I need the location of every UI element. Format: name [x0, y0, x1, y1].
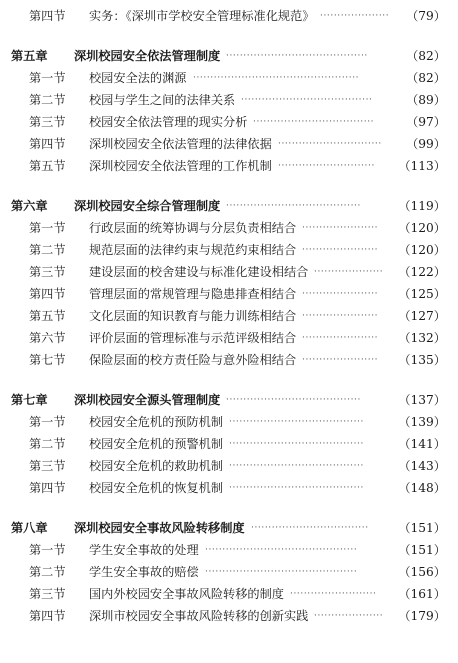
toc-section-entry [0, 5, 458, 27]
dot-leader: ············································ [205, 545, 358, 555]
page-number: （156） [398, 565, 446, 579]
chapter-number: 第八章 [11, 521, 48, 535]
section-number: 第六节 [29, 331, 66, 345]
toc-chapter-entry [0, 517, 458, 539]
section-title: 校园安全危机的预防机制 [89, 415, 224, 429]
dot-leader: ········································· [226, 51, 368, 61]
section-number: 第一节 [29, 543, 66, 557]
section-number: 第一节 [29, 71, 66, 85]
table-of-contents [0, 5, 458, 627]
section-title: 校园安全危机的预警机制 [89, 437, 224, 451]
toc-spacer [0, 27, 458, 45]
page-number: （179） [398, 609, 446, 623]
toc-section-entry [0, 455, 458, 477]
toc-section-entry [0, 89, 458, 111]
page-number: （127） [398, 309, 446, 323]
section-title: 规范层面的法律约束与规范约束相结合 [89, 243, 297, 257]
toc-section-entry [0, 477, 458, 499]
dot-leader: ························· [290, 589, 377, 599]
page-number: （82） [406, 49, 446, 63]
toc-section-entry [0, 239, 458, 261]
dot-leader: ···················· [314, 611, 384, 621]
section-title: 国内外校园安全事故风险转移的制度 [89, 587, 284, 601]
section-number: 第四节 [29, 287, 66, 301]
page-number: （89） [406, 93, 446, 107]
toc-section-entry [0, 583, 458, 605]
chapter-number: 第七章 [11, 393, 48, 407]
section-title: 深圳市校园安全事故风险转移的创新实践 [89, 609, 309, 623]
dot-leader: ······················ [302, 245, 379, 255]
toc-section-entry [0, 433, 458, 455]
page-number: （82） [406, 71, 446, 85]
section-title: 校园安全危机的救助机制 [89, 459, 224, 473]
section-number: 第二节 [29, 437, 66, 451]
section-title: 文化层面的知识教育与能力训练相结合 [89, 309, 297, 323]
page-number: （132） [398, 331, 446, 345]
section-number: 第三节 [29, 265, 66, 279]
page-number: （135） [398, 353, 446, 367]
section-title: 深圳校园安全依法管理的法律依据 [89, 137, 272, 151]
page-number: （139） [398, 415, 446, 429]
section-number: 第五节 [29, 309, 66, 323]
section-title: 评价层面的管理标准与示范评级相结合 [89, 331, 297, 345]
page-number: （97） [406, 115, 446, 129]
toc-section-entry [0, 261, 458, 283]
section-title: 实务：《深圳市学校安全管理标准化规范》 [89, 9, 315, 23]
toc-section-entry [0, 411, 458, 433]
page-number: （113） [398, 159, 446, 173]
page-number: （151） [398, 543, 446, 557]
toc-section-entry [0, 305, 458, 327]
chapter-number: 第六章 [11, 199, 48, 213]
section-title: 校园安全危机的恢复机制 [89, 481, 224, 495]
toc-spacer [0, 177, 458, 195]
section-number: 第七节 [29, 353, 66, 367]
section-title: 保险层面的校方责任险与意外险相结合 [89, 353, 297, 367]
toc-section-entry [0, 133, 458, 155]
dot-leader: ······································· [229, 483, 364, 493]
chapter-title: 深圳校园安全源头管理制度 [74, 393, 221, 407]
section-number: 第一节 [29, 221, 66, 235]
page-number: （141） [398, 437, 446, 451]
toc-section-entry [0, 605, 458, 627]
dot-leader: ······························ [278, 139, 382, 149]
dot-leader: ······································· [226, 201, 361, 211]
dot-leader: ······································· [229, 461, 364, 471]
dot-leader: ······················ [302, 223, 379, 233]
dot-leader: ···················· [314, 267, 384, 277]
dot-leader: ··································· [253, 117, 375, 127]
section-title: 管理层面的常规管理与隐患排查相结合 [89, 287, 297, 301]
dot-leader: ······································ [241, 95, 373, 105]
section-title: 校园安全法的渊源 [89, 71, 187, 85]
section-title: 深圳校园安全依法管理的工作机制 [89, 159, 272, 173]
toc-chapter-entry [0, 389, 458, 411]
toc-section-entry [0, 67, 458, 89]
page-number: （99） [406, 137, 446, 151]
section-title: 校园安全依法管理的现实分析 [89, 115, 248, 129]
toc-section-entry [0, 349, 458, 371]
dot-leader: ······································· [229, 417, 364, 427]
toc-section-entry [0, 561, 458, 583]
dot-leader: ·································· [251, 523, 369, 533]
dot-leader: ················································ [193, 73, 360, 83]
toc-section-entry [0, 155, 458, 177]
dot-leader: ······················ [302, 333, 379, 343]
dot-leader: ············································ [205, 567, 358, 577]
section-number: 第三节 [29, 115, 66, 129]
toc-section-entry [0, 539, 458, 561]
page-number: （122） [398, 265, 446, 279]
section-number: 第二节 [29, 243, 66, 257]
dot-leader: ······················ [302, 289, 379, 299]
toc-spacer [0, 371, 458, 389]
dot-leader: ······················ [302, 311, 379, 321]
toc-section-entry [0, 283, 458, 305]
dot-leader: ···················· [320, 11, 390, 21]
page-number: （143） [398, 459, 446, 473]
section-title: 学生安全事故的处理 [89, 543, 199, 557]
section-title: 校园与学生之间的法律关系 [89, 93, 236, 107]
toc-section-entry [0, 217, 458, 239]
section-title: 建设层面的校舍建设与标准化建设相结合 [89, 265, 309, 279]
page-number: （119） [398, 199, 446, 213]
page-number: （161） [398, 587, 446, 601]
chapter-title: 深圳校园安全事故风险转移制度 [74, 521, 245, 535]
toc-section-entry [0, 327, 458, 349]
section-title: 行政层面的统筹协调与分层负责相结合 [89, 221, 297, 235]
section-number: 第二节 [29, 93, 66, 107]
page-number: （148） [398, 481, 446, 495]
section-number: 第五节 [29, 159, 66, 173]
section-number: 第四节 [29, 609, 66, 623]
section-number: 第三节 [29, 459, 66, 473]
section-number: 第四节 [29, 137, 66, 151]
toc-chapter-entry [0, 195, 458, 217]
page-number: （137） [398, 393, 446, 407]
dot-leader: ······································· [229, 439, 364, 449]
dot-leader: ······································· [226, 395, 361, 405]
section-number: 第一节 [29, 415, 66, 429]
toc-spacer [0, 499, 458, 517]
dot-leader: ···························· [278, 161, 375, 171]
page-number: （120） [398, 221, 446, 235]
section-number: 第四节 [29, 9, 66, 23]
chapter-title: 深圳校园安全依法管理制度 [74, 49, 221, 63]
page-number: （79） [406, 9, 446, 23]
section-number: 第二节 [29, 565, 66, 579]
chapter-number: 第五章 [11, 49, 48, 63]
page-number: （125） [398, 287, 446, 301]
page-number: （120） [398, 243, 446, 257]
toc-section-entry [0, 111, 458, 133]
dot-leader: ······················ [302, 355, 379, 365]
section-number: 第四节 [29, 481, 66, 495]
section-title: 学生安全事故的赔偿 [89, 565, 199, 579]
section-number: 第三节 [29, 587, 66, 601]
toc-chapter-entry [0, 45, 458, 67]
chapter-title: 深圳校园安全综合管理制度 [74, 199, 221, 213]
page-number: （151） [398, 521, 446, 535]
